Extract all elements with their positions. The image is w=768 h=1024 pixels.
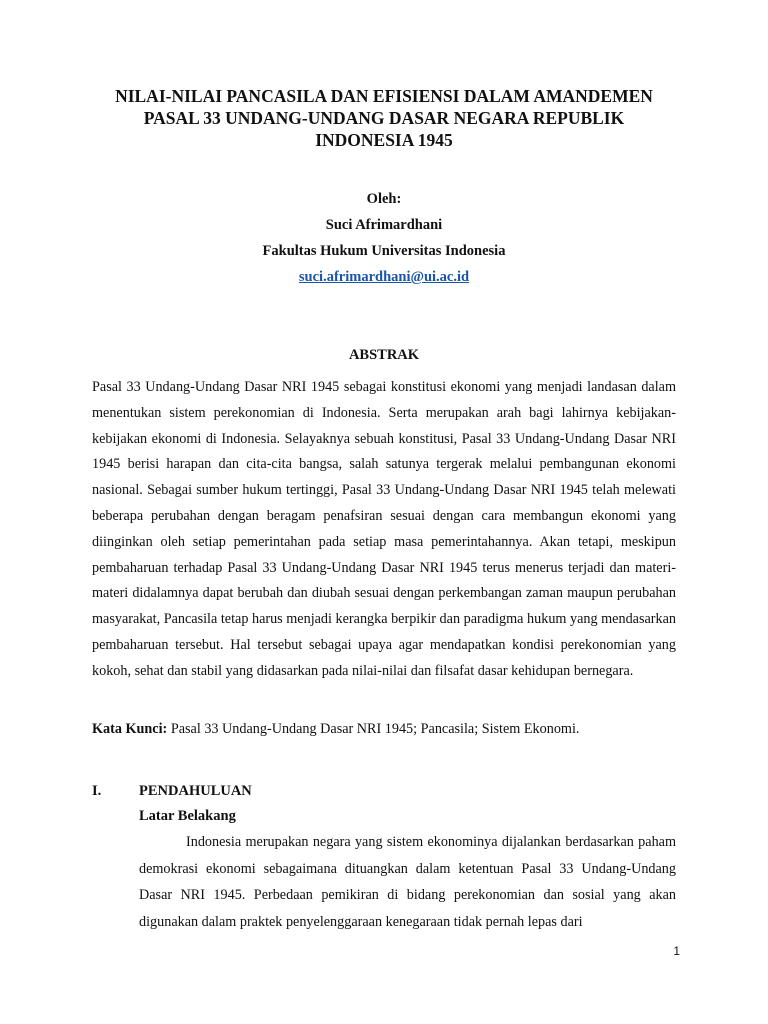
- by-label: Oleh:: [366, 191, 402, 207]
- abstract-paragraph: Pasal 33 Undang-Undang Dasar NRI 1945 sebagai konstitusi ekonomi yang menjadi landasan dalam menentukan sistem perekonomian di Indonesia. Serta merupakan arah bagi lahirnya kebijakan-kebijakan ekonomi di Indonesia. Selayaknya sebuah konstitusi, Pasal 33 Undang-Undang Dasar NRI 1945 berisi harapan dan cita-cita bangsa, salah satunya tergerak melalui pembangunan ekonomi nasional. Sebagai sumber hukum tertinggi, Pasal 33 Undang-Undang Dasar NRI 1945 telah melewati beberapa perubahan dengan beragam penafsiran sesuai dengan cara membangun ekonomi yang diinginkan oleh setiap pemerintahan pada setiap masa pemerintahannya. Akan tetapi, meskipun pembaharuan terhadap Pasal 33 Undang-Undang Dasar NRI 1945 terus menerus terjadi dan materi-materi didalamnya dapat berubah dan diubah sesuai dengan perkembangan zaman maupun perubahan masyarakat, Pancasila tetap harus menjadi kerangka berpikir dan paradigma hukum yang mendasarkan pembaharuan tersebut. Hal tersebut sebagai upaya agar mendapatkan kondisi perekonomian yang kokoh, sehat dan stabil yang didasarkan pada nilai-nilai dan filsafat dasar kehidupan bernegara.: [92, 379, 676, 679]
- subsection-title: Latar Belakang: [139, 808, 236, 824]
- author-email-line: [92, 268, 676, 286]
- page-number: 1: [673, 944, 680, 958]
- body-paragraph: Indonesia merupakan negara yang sistem ekonominya dijalankan berdasarkan paham demokrasi ekonomi sebagaimana dituangkan dalam ketentuan Pasal 33 Undang-Undang Dasar NRI 1945. Perbedaan pemikiran di bidang perekonomian dan sosial yang akan digunakan dalam praktek penyelenggaraan kenegaraan tidak pernah lepas dari: [139, 834, 676, 930]
- abstract-heading: ABSTRAK: [348, 347, 420, 363]
- section-title: PENDAHULUAN: [139, 783, 252, 799]
- author-email-link[interactable]: suci.afrimardhani@ui.ac.id: [298, 269, 470, 285]
- paper-title: NILAI-NILAI PANCASILA DAN EFISIENSI DALAM AMANDEMEN PASAL 33 UNDANG-UNDANG DASAR NEGARA REPUBLIK INDONESIA 1945: [115, 86, 653, 150]
- author-affiliation: Fakultas Hukum Universitas Indonesia: [262, 243, 506, 259]
- section-number: I.: [92, 783, 102, 799]
- keywords-line: [92, 719, 676, 739]
- keywords-label: Kata Kunci:: [92, 721, 168, 737]
- author-name: Suci Afrimardhani: [325, 217, 443, 233]
- keywords-text: Pasal 33 Undang-Undang Dasar NRI 1945; Pancasila; Sistem Ekonomi.: [167, 721, 580, 737]
